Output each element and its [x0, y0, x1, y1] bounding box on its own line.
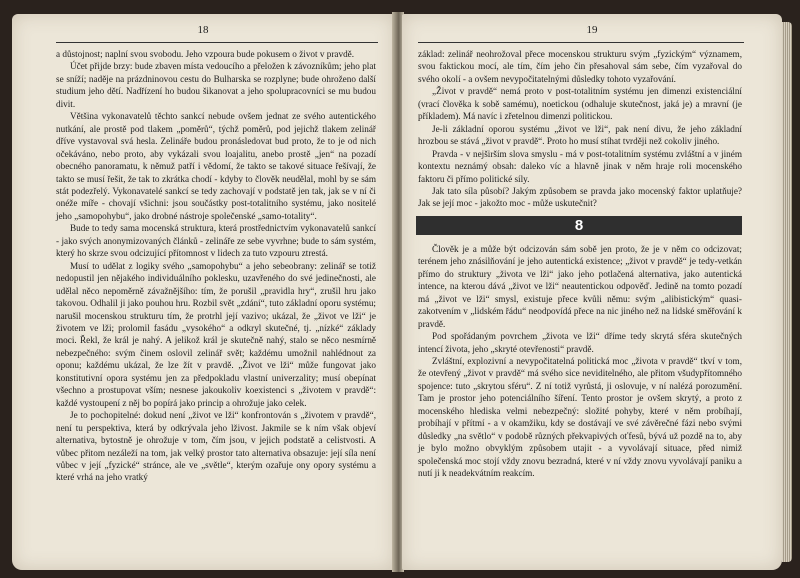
paragraph: Člověk je a může být odcizován sám sobě jen proto, že je v něm co odcizovat; terénem jeho znásilňování je jeho autentická existence; „život v pravdě“ je tedy-vetkán přímo do struktury „života ve lži“ jako jeho potlačená alternativa, jako autentická intence, na kterou dává „život ve lži“ neautentickou odpověď. Jedině na tomto pozadí má „život ve lži“ smysl, existuje přece kvůli němu: svým „alibistickým“ quasi-zakotvením v „lidském řádu“ neodpovídá přece na nic jiného než na lidské směřování k pravdě.	[418, 243, 742, 329]
chapter-heading-bar: 8	[416, 216, 742, 235]
paragraph: Většina vykonavatelů těchto sankcí nebude ovšem jednat ze svého autentického nutkání, ale prostě pod tlakem „poměrů“, týchž poměrů, pod jejichž tlakem zelinář dříve vystavoval svá hesla. Zelináře budou pronásledovat bud proto, že to je od nich očekáváno, nebo proto, aby vykázali svou loajalitu, anebo prostě „jen“ na pozadí obecného panoramatu, k němuž patří i vědomí, že takto se takové situace řešívají, že takto se musí řešit, že tak to zkrátka chodí - kdyby to člověk neudělal, mohl by se sám stát podezřelý. Vykonavatelé sankcí se tedy zachovají v podstatě jen tak, jak se v ní či onéže míře - chovají všichni: jsou součástky post-totalitního systému, jako nositelé jeho „samopohybu“, jako drobné nástroje společenské „samo-totality“.	[56, 111, 376, 221]
page-number: 18	[197, 24, 209, 36]
paragraph: Je-li základní oporou systému „život ve lži“, pak není divu, že jeho základní hrozbou se stává „život v pravdě“. Proto ho musí stíhat tvrději než cokoliv jiného.	[418, 123, 742, 147]
page-edges	[782, 22, 792, 562]
paragraph: Pravda - v nejširším slova smyslu - má v post-totalitním systému zvláštní a v jiném kontextu neznámý obsah: daleko víc a hlavně jinak v něm hraje roli mocenského faktoru či přímo politické síly.	[418, 148, 742, 184]
paragraph: Zvláštní, explozivní a nevypočitatelná politická moc „života v pravdě“ tkví v tom, že otevřený „život v pravdě“ má svého sice neviditelného, ale přitom všudypřítomného spojence: tuto „skrytou sféru“. Z ní totiž vyrůstá, ji oslovuje, v ní nalézá porozumění. Tam je prostor jeho potenciálního šíření. Tento prostor je ovšem skrytý, a proto z mocenského hlediska velmi nebezpečný: složité pohyby, které v něm probíhají, probíhají v přítmí - a v okamžiku, kdy se dostávají ve své závěrečné fázi nebo svými důsledky „na světlo“ v podobě různých překvapivých oťfesů, bývá už pozdě na to, aby je bylo možno obvyklým způsobem utajit - a vyvolávají situace, před nimiž společenská moc stojí vždy znovu bezradná, které v ní vždy znovu vyvolávají paniku a nutí ji k neadekvátním reakcím.	[418, 355, 742, 479]
left-page	[12, 14, 394, 570]
right-page	[402, 14, 782, 570]
paragraph: Pod spořádaným povrchem „života ve lži“ dříme tedy skrytá sféra skutečných intencí života, jeho „skryté otevřenosti“ pravdě.	[418, 331, 742, 354]
header-rule	[418, 42, 744, 43]
paragraph: Je to pochopitelné: dokud není „život ve lži“ konfrontován s „životem v pravdě“, není tu perspektiva, která by odkrývala jeho lživost. Jakmile se k ním však objeví alternativa, bytostně je ohrožuje v tom, čím jsou, v jejich podstatě a celistvosti. A vůbec přitom nezáleží na tom, jak velký prostor tato alternativa obsazuje: její síla není vůbec v její „fyzické“ stránce, ale ve „světle“, kterým ozařuje ony opory systému a které vrhá na jeho vratký	[56, 410, 376, 483]
paragraph: základ: zelinář neohrožoval přece mocenskou strukturu svým „fyzickým“ významem, svou faktickou mocí, ale tím, čím jeho čin přesahoval sám sebe, čím vyzařoval do svého okolí - a ovšem nevypočitatelnými důsledky tohoto vyzařování.	[418, 49, 742, 84]
paragraph: Bude to tedy sama mocenská struktura, která prostřednictvím vykonavatelů sankcí - jako svých anonymizovaných článků - zelináře ze sebe vyvrhne; bude to sám systém, který ho skrze svou odcizující přítomnost v lidech za tuto vzpouru ztrestá.	[56, 223, 376, 259]
paragraph: Musí to udělat z logiky svého „samopohybu“ a jeho sebeobrany: zelinář se totiž nedopustil jen nějakého individuálního poklesku, uzavřeného do své jedinečnosti, ale udělal něco nepoměrně závažnějšího: tím, že porušil „pravidla hry“, zrušil hru jako takovou. Odhalil ji jako pouhou hru. Rozbil svět „zdání“, tuto základní oporu systému; narušil mocenskou strukturu tím, že protrhl její vazivo; ukázal, že „život ve lži“ je životem ve lži; prolomil fasádu „vysokého“ a odkryl skutečné, tj. „nízké“ základy moci. Řekl, že král je nahý. A jelikož král je skutečně nahý, stalo se něco nesmírně nebezpečného: svým činem oslovil zelinář svět; každému umožnil nahlédnout za oponu; každému ukázal, že lze žít v pravdě. „Život ve lži“ může fungovat jako konstitutivní opora systému jen za předpokladu vlastní univerzality; musí obepínat všechno a prostupovat vším; nesnese jakoukoliv koexistenci s „životem v pravdě“: každé vystoupení z něj bo popírá jako princip a ohrožuje jako celek.	[56, 260, 376, 408]
paragraph: „Život v pravdě“ nemá proto v post-totalitním systému jen dimenzi existenciální (vrací člověka k sobě samému), noetickou (odhaluje skutečnost, jaká je) a mravní (je příkladem). Má navíc i zřetelnou dimenzi politickou.	[418, 86, 742, 122]
right-page-text	[418, 48, 742, 480]
page-number: 19	[586, 24, 598, 36]
left-page-text	[56, 48, 376, 484]
paragraph: Účet přijde brzy: bude zbaven místa vedoucího a přeložen k závozníkům; jeho plat se sníží; naděje na prázdninovou cestu do Bulharska se rozplyne; bude ohroženo další studium jeho dětí. Nadřízení ho budou šikanovat a jeho spolupracovníci se mu budou divit.	[56, 61, 376, 109]
paragraph: a důstojnost; naplní svou svobodu. Jeho vzpoura bude pokusem o život v pravdě.	[56, 49, 355, 59]
header-rule	[56, 42, 378, 43]
paragraph: Jak tato síla působí? Jakým způsobem se pravda jako mocenský faktor uplatňuje? Jak se její moc - jakožto moc - může uskutečnit?	[418, 185, 742, 209]
